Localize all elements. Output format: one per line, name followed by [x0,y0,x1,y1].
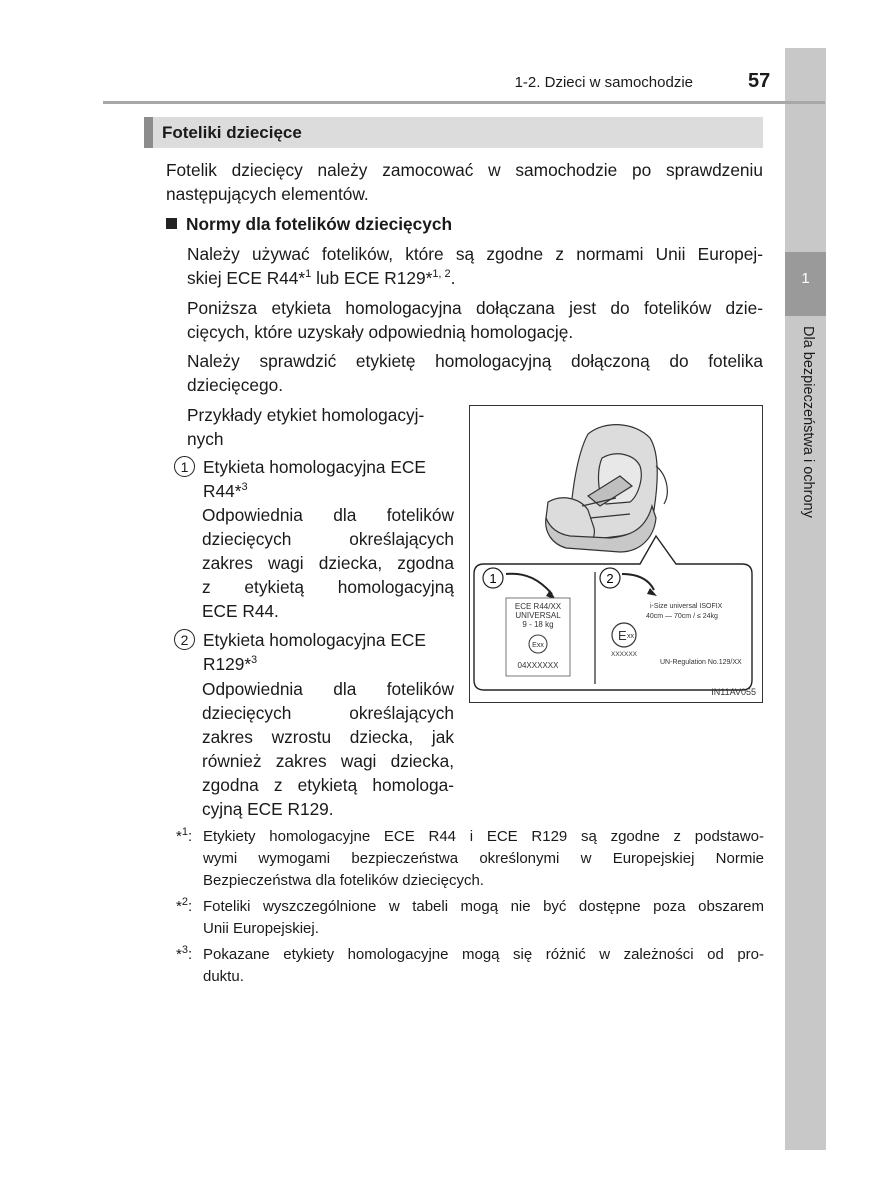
footnote-3-line: duktu. [203,968,244,985]
footnote-1-line: Etykiety homologacyjne ECE R44 i ECE R129 są zgodne z podstawo- [203,828,764,845]
figure-callout-1-number: 1 [489,571,497,586]
item1-desc-line: ECE R44. [202,601,279,621]
footnote-1-mark: *$^1$: [176,826,193,845]
para1-line-2: skiej ECE R44*$^1$ lub ECE R129*$^{1, 2}$. [187,268,456,288]
footnote-1-line: Bezpieczeństwa dla fotelików dziecięcych. [203,872,484,889]
child-seat-illustration [470,406,762,702]
footnote-3-line: Pokazane etykiety homologacyjne mogą się różnić w zależności od pro- [203,946,764,963]
label1-line1: ECE R44/XX [514,602,562,611]
item1-desc-line: zakres wagi dziecka, zgodna [202,553,454,573]
footnote-2-mark: *$^2$: [176,896,193,915]
subsection-heading-text: Normy dla fotelików dziecięcych [186,214,453,234]
item1-desc-line: Odpowiednia dla fotelików [202,505,454,525]
item2-desc-line: cyjną ECE R129. [202,799,334,819]
header-section-title: 1-2. Dzieci w samochodzie [514,74,693,91]
footnote-2-line: Unii Europejskiej. [203,920,319,937]
item2-desc-line: zgodna z etykietą homologa- [202,775,454,795]
item1-desc-line: z etykietą homologacyjną [202,577,454,597]
section-title-accent [144,117,153,148]
para1-line-1: Należy używać fotelików, które są zgodne z normami Unii Europej- [187,244,763,264]
footnote-2-line: Foteliki wyszczególnione w tabeli mogą nie być dostępne poza obszarem [203,898,764,915]
label2-emark-xx: xx [627,633,634,640]
item2-desc-line: zakres wzrostu dziecka, jak [202,727,454,747]
subsection-heading [166,212,452,236]
child-seat-icon [546,425,668,552]
label1-line2: UNIVERSAL [515,611,561,620]
item1-title-line-1: Etykieta homologacyjna ECE [203,457,426,477]
footnote-1-line: wymi wymogami bezpieczeństwa określonymi w Europejskiej Normie [203,850,764,867]
footnote-3-mark: *$^3$: [176,944,193,963]
examples-line-1: Przykłady etykiet homologacyj- [187,405,425,425]
square-bullet-icon [166,218,177,229]
item2-title-line-1: Etykieta homologacyjna ECE [203,630,426,650]
item2-desc-line: dziecięcych określających [202,703,454,723]
label2-line1: i-Size universal ISOFIX [650,603,723,610]
callout-2-marker: 2 [174,629,195,650]
label2-line2: 40cm — 70cm / ≤ 24kg [646,613,718,620]
examples-line-2: nych [187,429,224,449]
label2-code: XXXXXX [611,651,638,658]
label2-regulation: UN-Regulation No.129/XX [660,659,742,666]
intro-line-1: Fotelik dziecięcy należy zamocować w samochodzie po sprawdzeniu [166,160,763,180]
chapter-title: Dla bezpieczeństwa i ochrony [800,326,816,518]
item2-desc-line: również zakres wagi dziecka, [202,751,454,771]
header-rule [103,101,825,104]
figure-code: IN11AV055 [711,687,756,697]
figure-callout-2-number: 2 [606,571,614,586]
para3-line-1: Należy sprawdzić etykietę homologacyjną dołączoną do fotelika [187,351,763,371]
item2-title-line-2: R129*$^3$ [203,654,258,674]
item1-desc-line: dziecięcych określających [202,529,454,549]
label1-code: 04XXXXXX [517,661,559,670]
para2-line-1: Poniższa etykieta homologacyjna dołączana jest do fotelików dzie- [187,298,763,318]
item2-desc-line: Odpowiednia dla fotelików [202,679,454,699]
side-tab [785,48,826,1150]
label1-emark: Exx [532,642,544,649]
callout-1-marker: 1 [174,456,195,477]
label2-emark-e: E [618,628,627,643]
para2-line-2: cięcych, które uzyskały odpowiednią homologację. [187,322,574,342]
homologation-label-figure [469,405,763,703]
section-title: Foteliki dziecięce [162,123,302,142]
chapter-number: 1 [801,270,810,287]
item1-title-line-2: R44*$^3$ [203,481,248,501]
label1-line3: 9 - 18 kg [522,620,554,629]
para3-line-2: dziecięcego. [187,375,284,395]
page-number: 57 [748,70,771,92]
intro-line-2: następujących elementów. [166,184,369,204]
